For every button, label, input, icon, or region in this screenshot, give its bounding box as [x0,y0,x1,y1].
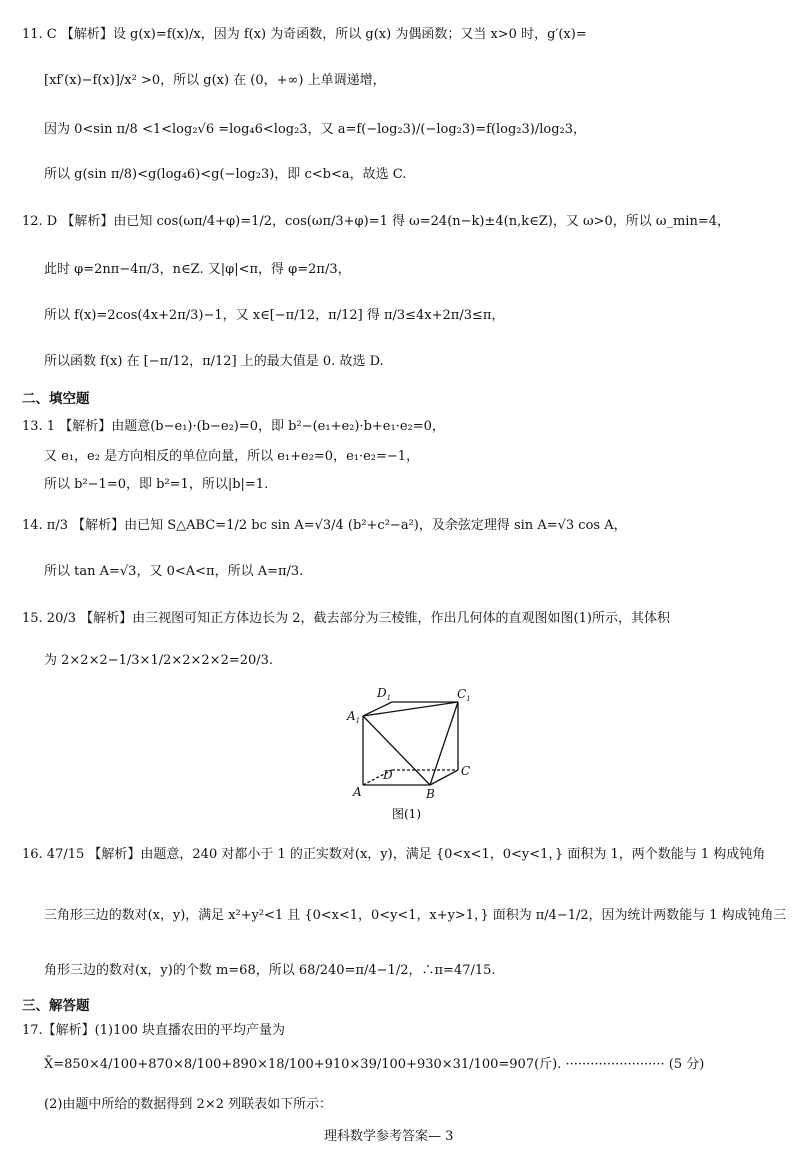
figure-caption: 图(1) [392,807,421,821]
edge-b-c1 [430,702,458,785]
q11-line-4: 所以 g(sin π/8)<g(log₄6)<g(−log₂3)，即 c<b<a，故选 C. [44,167,407,182]
q14-line-1: 14. π/3 【解析】由已知 S△ABC=1/2 bc sin A=√3/4 (b²+c²−a²)，及余弦定理得 sin A=√3 cos A， [22,518,627,533]
section-fill-in-heading: 二、填空题 [22,391,90,407]
q11-line-1: 11. C 【解析】设 g(x)=f(x)/x，因为 f(x) 为奇函数，所以 g(x) 为偶函数；又当 x>0 时，g′(x)= [22,27,587,42]
q14-line-2: 所以 tan A=√3，又 0<A<π，所以 A=π/3. [44,564,304,579]
q12-line-3: 所以 f(x)=2cos(4x+2π/3)−1，又 x∈[−π/12，π/12] 得 π/3≤4x+2π/3≤π， [44,308,505,323]
q16-line-3: 角形三边的数对(x，y)的个数 m=68，所以 68/240=π/4−1/2，∴π=47/15. [44,963,496,978]
label-c: C [461,764,471,778]
q17-line-2: X̄=850×4/100+870×8/100+890×18/100+910×39/100+930×31/100=907(斤). ························ (5 分) [44,1057,705,1072]
edge-a1-c1 [363,702,458,716]
label-d: D [383,768,393,782]
q16-line-2: 三角形三边的数对(x，y)，满足 x²+y²<1 且 {0<x<1，0<y<1，x+y>1，} 面积为 π/4−1/2，因为统计两数能与 1 构成钝角三 [44,908,787,923]
label-b: B [426,787,435,801]
q13-line-3: 所以 b²−1=0，即 b²=1，所以|b|=1. [44,477,269,492]
edge-a1-b [363,716,430,785]
page-footer: 理科数学参考答案— 3 [324,1129,454,1144]
q17-line-1: 17.【解析】(1)100 块直播农田的平均产量为 [22,1023,286,1038]
label-a1: $A_1$ [347,709,361,725]
q15-line-1: 15. 20/3 【解析】由三视图可知正方体边长为 2，截去部分为三棱锥，作出几何体的直观图如图(1)所示，其体积 [22,611,670,626]
q12-line-4: 所以函数 f(x) 在 [−π/12，π/12] 上的最大值是 0. 故选 D. [44,354,384,369]
q12-line-2: 此时 φ=2nπ−4π/3，n∈Z. 又|φ|<π，得 φ=2π/3， [44,262,351,277]
q12-line-1: 12. D 【解析】由已知 cos(ωπ/4+φ)=1/2，cos(ωπ/3+φ)=1 得 ω=24(n−k)±4(n,k∈Z)，又 ω>0，所以 ω_min=4， [22,214,730,229]
q11-line-3: 因为 0<sin π/8 <1<log₂√6 =log₄6<log₂3，又 a=f(−log₂3)/(−log₂3)=f(log₂3)/log₂3， [44,122,587,137]
q16-line-1: 16. 47/15 【解析】由题意，240 对都小于 1 的正实数对(x，y)，满足 {0<x<1，0<y<1，} 面积为 1，两个数能与 1 构成钝角 [22,847,766,862]
label-a: A [353,785,362,799]
q11-line-2: [xf′(x)−f(x)]/x² >0，所以 g(x) 在 (0，+∞) 上单调递增， [44,73,386,88]
q13-line-1: 13. 1 【解析】由题意(b−e₁)·(b−e₂)=0，即 b²−(e₁+e₂)·b+e₁·e₂=0， [22,419,445,434]
edge-b-c [430,770,458,785]
label-c1: $C_1$ [457,687,471,703]
q13-line-2: 又 e₁，e₂ 是方向相反的单位向量，所以 e₁+e₂=0，e₁·e₂=−1， [44,449,420,464]
edge-a-d-hidden [363,770,392,785]
edge-a1-d1 [363,702,392,716]
q15-line-2: 为 2×2×2−1/3×1/2×2×2×2=20/3. [44,653,274,668]
section-solutions-heading: 三、解答题 [22,998,90,1014]
label-d1: $D_1$ [377,686,392,702]
q17-line-3: (2)由题中所给的数据得到 2×2 列联表如下所示： [44,1097,333,1112]
